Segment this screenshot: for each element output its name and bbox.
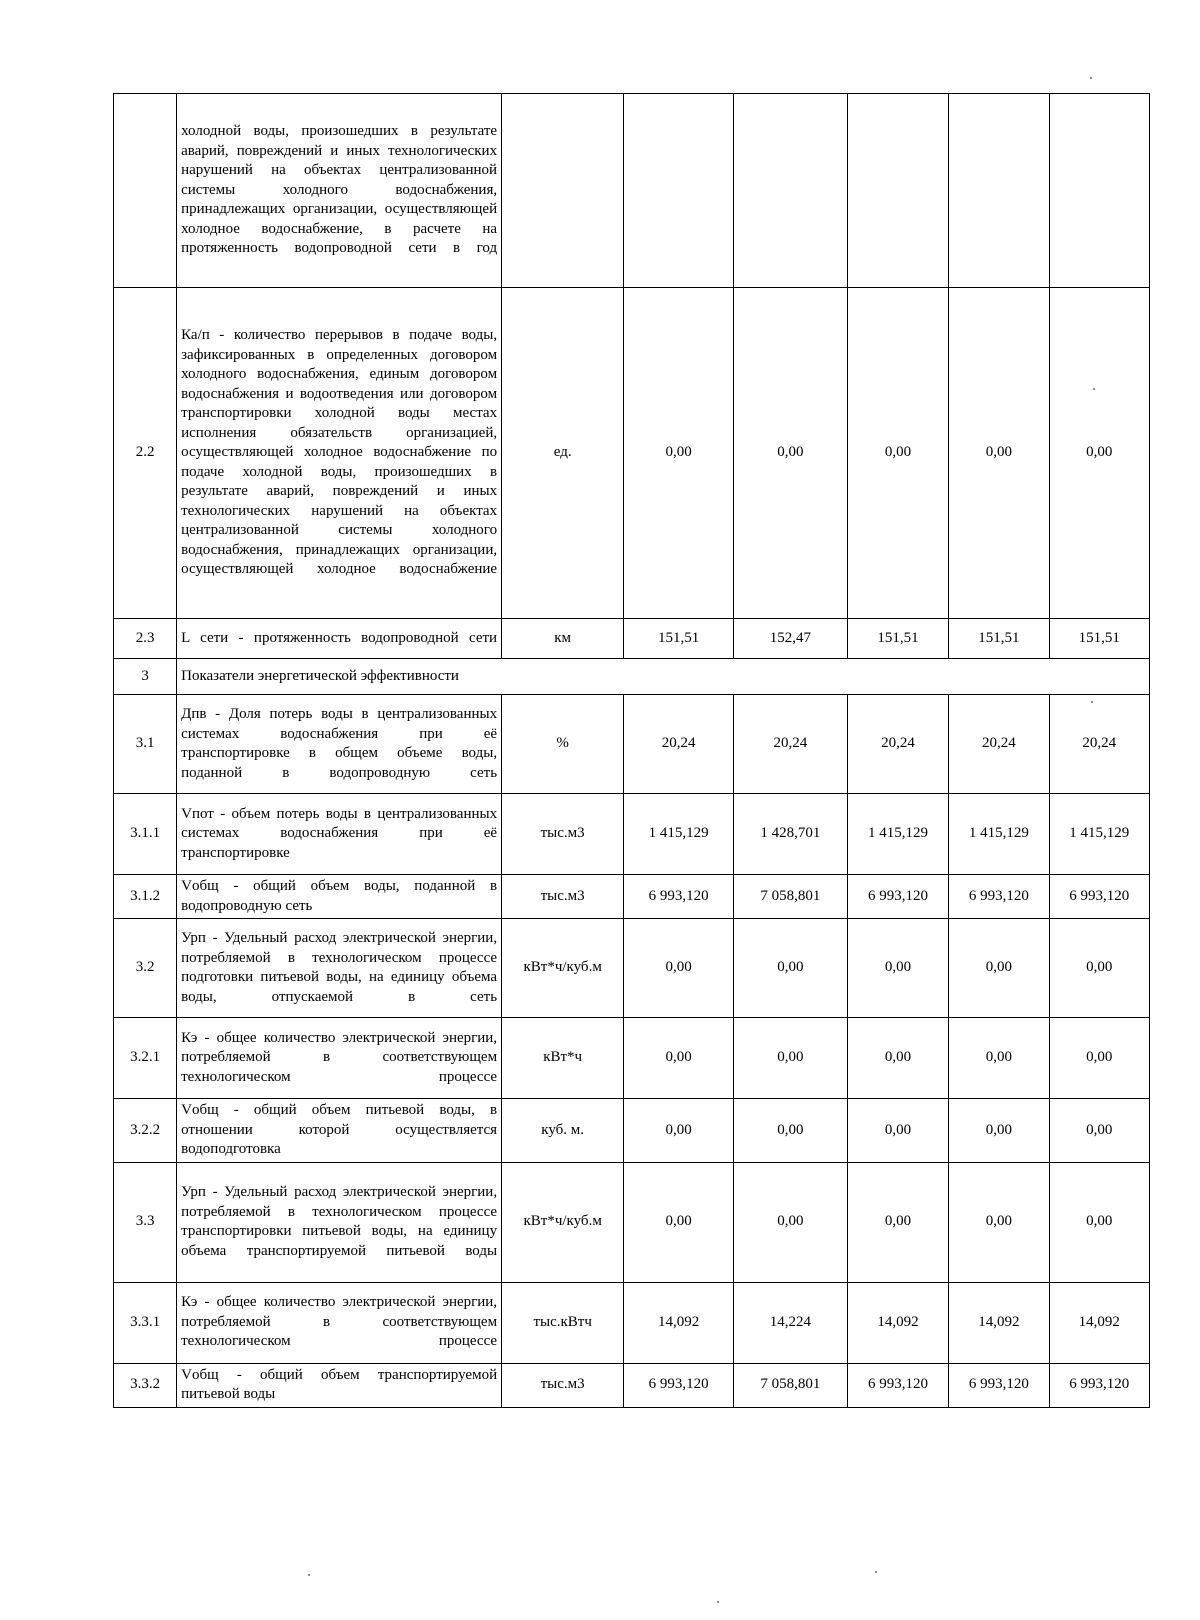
table-row: [114, 695, 1150, 794]
indicator-description: Vобщ - общий объем питьевой воды, в отношении которой осуществляется водоподготовка: [177, 1099, 502, 1163]
value-cell: 0,00: [624, 919, 734, 1018]
scan-speck: [875, 1571, 877, 1573]
indicator-description: L сети - протяженность водопроводной сети: [177, 619, 502, 659]
table-row: [114, 1099, 1150, 1163]
indicator-description: Vпот - объем потерь воды в централизованных системах водоснабжения при её транспортировке: [177, 794, 502, 875]
value-cell: 0,00: [733, 1018, 847, 1099]
value-cell: [949, 94, 1049, 288]
value-cell: 7 058,801: [733, 1363, 847, 1407]
value-cell: 20,24: [733, 695, 847, 794]
value-cell: 0,00: [847, 1162, 948, 1282]
value-cell: 1 415,129: [624, 794, 734, 875]
value-cell: 14,092: [1049, 1282, 1149, 1363]
row-number: 3.3: [114, 1162, 177, 1282]
scan-speck: [1090, 77, 1092, 79]
value-cell: 0,00: [733, 919, 847, 1018]
indicator-description: Кэ - общее количество электрической энергии, потребляемой в соответствующем технологическом процессе: [177, 1018, 502, 1099]
value-cell: 0,00: [847, 288, 948, 619]
unit-cell: [502, 94, 624, 288]
unit-cell: тыс.м3: [502, 794, 624, 875]
indicator-description: Кэ - общее количество электрической энергии, потребляемой в соответствующем технологическом процессе: [177, 1282, 502, 1363]
table-row: [114, 94, 1150, 288]
row-number: 3.2.2: [114, 1099, 177, 1163]
unit-cell: кВт*ч: [502, 1018, 624, 1099]
row-number: 3.2.1: [114, 1018, 177, 1099]
value-cell: 0,00: [624, 1162, 734, 1282]
value-cell: [733, 94, 847, 288]
value-cell: 1 415,129: [1049, 794, 1149, 875]
value-cell: 151,51: [1049, 619, 1149, 659]
value-cell: 0,00: [949, 1099, 1049, 1163]
value-cell: 14,092: [624, 1282, 734, 1363]
unit-cell: кВт*ч/куб.м: [502, 919, 624, 1018]
value-cell: [847, 94, 948, 288]
row-number: [114, 94, 177, 288]
unit-cell: тыс.м3: [502, 875, 624, 919]
value-cell: 6 993,120: [949, 875, 1049, 919]
row-number: 3.2: [114, 919, 177, 1018]
row-number: 3.3.2: [114, 1363, 177, 1407]
row-number: 2.3: [114, 619, 177, 659]
value-cell: 6 993,120: [949, 1363, 1049, 1407]
table-row: [114, 794, 1150, 875]
value-cell: 151,51: [847, 619, 948, 659]
row-number: 3.1: [114, 695, 177, 794]
table-row: [114, 1162, 1150, 1282]
value-cell: 20,24: [949, 695, 1049, 794]
value-cell: 1 415,129: [847, 794, 948, 875]
indicator-description: Ка/п - количество перерывов в подаче воды, зафиксированных в определенных договором холодного водоснабжения, единым договором водоснабжения и водоотведения или договором транспортировки холодной воды местах исполнения обязательств организацией, осуществляющей холодное водоснабжение по подаче холодной воды, произошедших в результате аварий, повреждений и иных технологических нарушений на объектах централизованной системы холодного водоснабжения, принадлежащих организации, осуществляющей холодное водоснабжение: [177, 288, 502, 619]
unit-cell: тыс.кВтч: [502, 1282, 624, 1363]
value-cell: 0,00: [624, 1099, 734, 1163]
value-cell: 0,00: [1049, 919, 1149, 1018]
row-number: 3.1.1: [114, 794, 177, 875]
value-cell: 0,00: [1049, 1162, 1149, 1282]
unit-cell: км: [502, 619, 624, 659]
value-cell: 0,00: [733, 288, 847, 619]
value-cell: 0,00: [949, 919, 1049, 1018]
row-number: 3.3.1: [114, 1282, 177, 1363]
value-cell: 6 993,120: [624, 1363, 734, 1407]
indicator-description: Vобщ - общий объем воды, поданной в водопроводную сеть: [177, 875, 502, 919]
indicator-description: Урп - Удельный расход электрической энергии, потребляемой в технологическом процессе транспортировки питьевой воды, на единицу объема транспортируемой питьевой воды: [177, 1162, 502, 1282]
unit-cell: кВт*ч/куб.м: [502, 1162, 624, 1282]
value-cell: 6 993,120: [1049, 875, 1149, 919]
value-cell: [624, 94, 734, 288]
value-cell: 14,224: [733, 1282, 847, 1363]
value-cell: 151,51: [624, 619, 734, 659]
value-cell: 20,24: [1049, 695, 1149, 794]
table-row: [114, 875, 1150, 919]
indicator-description: Урп - Удельный расход электрической энергии, потребляемой в технологическом процессе подготовки питьевой воды, на единицу объема воды, отпускаемой в сеть: [177, 919, 502, 1018]
scan-speck: [1093, 388, 1095, 390]
value-cell: 0,00: [624, 288, 734, 619]
unit-cell: тыс.м3: [502, 1363, 624, 1407]
value-cell: [1049, 94, 1149, 288]
value-cell: 0,00: [847, 1018, 948, 1099]
value-cell: 151,51: [949, 619, 1049, 659]
value-cell: 20,24: [624, 695, 734, 794]
indicators-table: [113, 93, 1150, 1408]
unit-cell: ед.: [502, 288, 624, 619]
value-cell: 6 993,120: [847, 875, 948, 919]
value-cell: 14,092: [949, 1282, 1049, 1363]
value-cell: 0,00: [1049, 1099, 1149, 1163]
value-cell: 0,00: [1049, 1018, 1149, 1099]
section-title: Показатели энергетической эффективности: [177, 659, 1150, 695]
scan-speck: [717, 1601, 719, 1603]
value-cell: 0,00: [949, 1162, 1049, 1282]
value-cell: 1 415,129: [949, 794, 1049, 875]
table-row: [114, 288, 1150, 619]
scan-speck: [308, 1574, 310, 1576]
value-cell: 0,00: [847, 919, 948, 1018]
unit-cell: куб. м.: [502, 1099, 624, 1163]
unit-cell: %: [502, 695, 624, 794]
value-cell: 0,00: [949, 288, 1049, 619]
value-cell: 20,24: [847, 695, 948, 794]
table-row: [114, 919, 1150, 1018]
value-cell: 6 993,120: [624, 875, 734, 919]
table-row: [114, 1282, 1150, 1363]
table-row: [114, 619, 1150, 659]
value-cell: 0,00: [624, 1018, 734, 1099]
value-cell: 152,47: [733, 619, 847, 659]
table-row: [114, 1363, 1150, 1407]
value-cell: 0,00: [733, 1162, 847, 1282]
table-row: [114, 1018, 1150, 1099]
value-cell: 0,00: [1049, 288, 1149, 619]
value-cell: 6 993,120: [847, 1363, 948, 1407]
row-number: 2.2: [114, 288, 177, 619]
indicator-description: Vобщ - общий объем транспортируемой питьевой воды: [177, 1363, 502, 1407]
scan-speck: [1091, 701, 1093, 703]
value-cell: 0,00: [949, 1018, 1049, 1099]
value-cell: 14,092: [847, 1282, 948, 1363]
value-cell: 1 428,701: [733, 794, 847, 875]
value-cell: 6 993,120: [1049, 1363, 1149, 1407]
section-number: 3: [114, 659, 177, 695]
value-cell: 0,00: [733, 1099, 847, 1163]
indicator-description: Дпв - Доля потерь воды в централизованных системах водоснабжения при её транспортировке в общем объеме воды, поданной в водопроводную сеть: [177, 695, 502, 794]
indicator-description: холодной воды, произошедших в результате аварий, повреждений и иных технологических нарушений на объектах централизованной системы холодного водоснабжения, принадлежащих организации, осуществляющей холодное водоснабжение, в расчете на протяженность водопроводной сети в год: [177, 94, 502, 288]
value-cell: 7 058,801: [733, 875, 847, 919]
row-number: 3.1.2: [114, 875, 177, 919]
section-row: [114, 659, 1150, 695]
value-cell: 0,00: [847, 1099, 948, 1163]
